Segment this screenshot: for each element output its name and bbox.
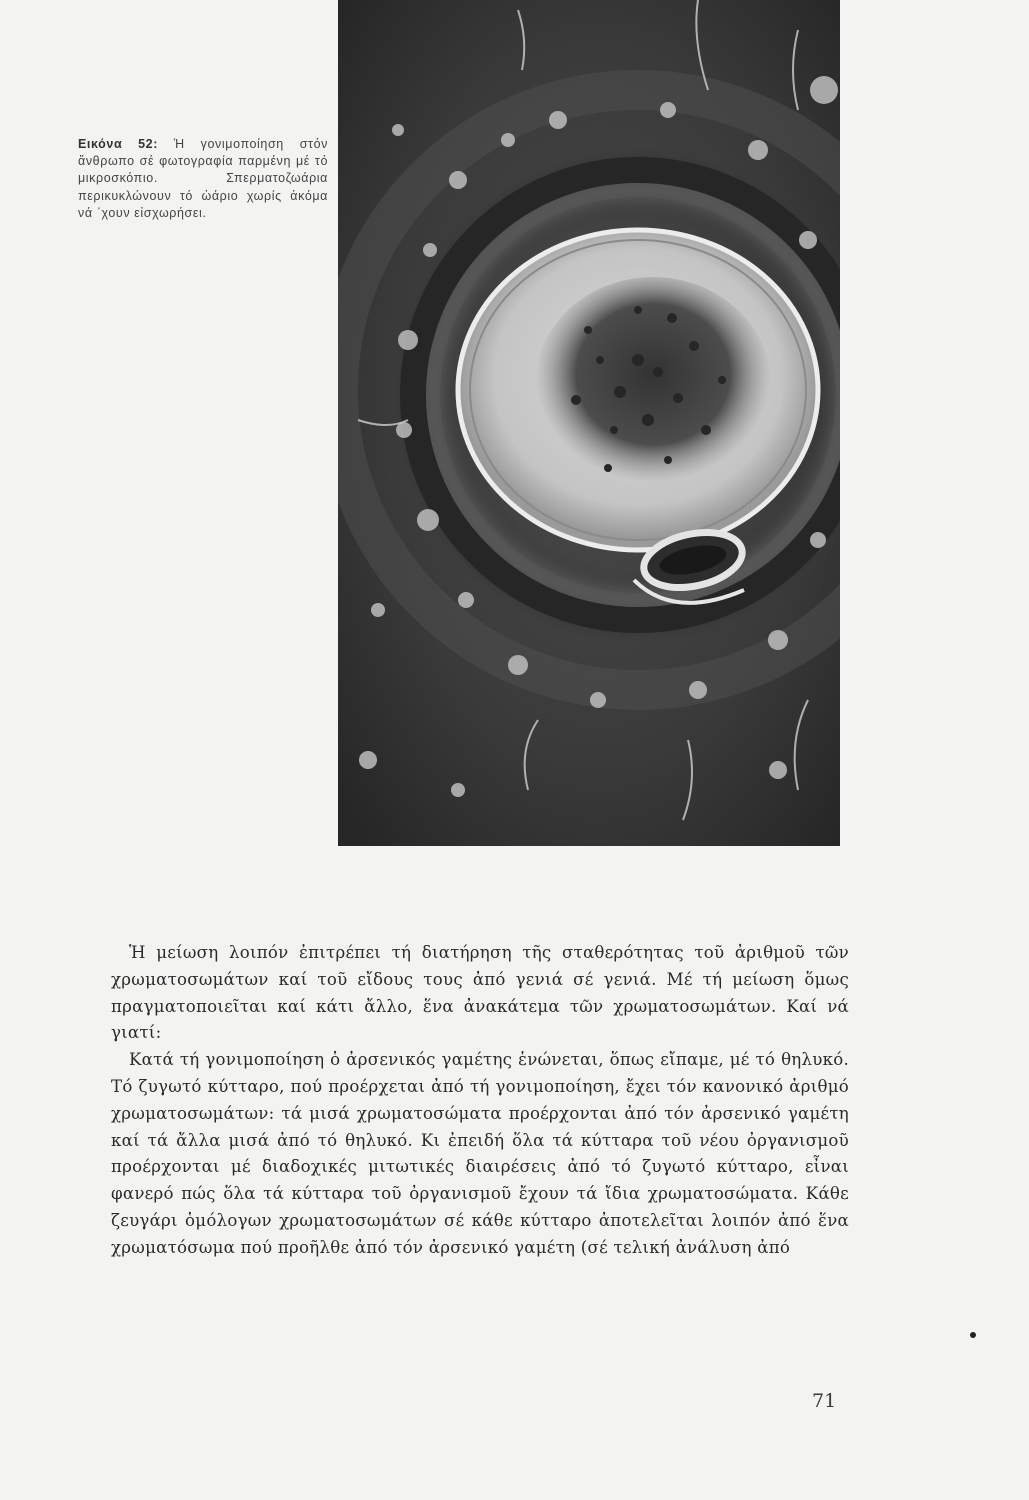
figure-caption xyxy=(78,136,328,222)
micrograph-illustration xyxy=(338,0,840,846)
page-number: 71 xyxy=(812,1390,837,1412)
paragraph: Κατά τή γονιμοποίηση ὁ ἀρσενικός γαμέτης ἑνώνεται, ὅπως εἴπαμε, μέ τό θηλυκό. Τό ζυγωτό κύτταρο, πού προέρχεται ἀπό τή γονιμοποίηση, ἔχει τόν κανονικό ἀριθμό χρωματοσωμάτων: τά μισά χρωματοσώματα προέρχονται ἀπό τόν ἀρσενικό γαμέτη καί τά ἄλλα μισά ἀπό τό θηλυκό. Κι ἐπειδή ὅλα τά κύτταρα τοῦ νέου ὀργανισμοῦ προέρχονται μέ διαδοχικές μιτωτικές διαιρέσεις ἀπό τό ζυγωτό κύτταρο, εἶναι φανερό πώς ὅλα τά κύτταρα τοῦ ὀργανισμοῦ ἔχουν τά ἴδια χρωματοσώματα. Κάθε ζευγάρι ὁμόλογων χρωματοσωμάτων σέ κάθε κύτταρο ἀποτελεῖται λοιπόν ἀπό ἕνα χρωματόσωμα πού προῆλθε ἀπό τόν ἀρσενικό γαμέτη (σέ τελική ἀνάλυση ἀπό xyxy=(111,1050,849,1257)
paragraph: Ἡ μείωση λοιπόν ἐπιτρέπει τή διατήρηση τῆς σταθερότητας τοῦ ἀριθμοῦ τῶν χρωματοσωμάτων καί τοῦ εἴδους τους ἀπό γενιά σέ γενιά. Μέ τή μείωση ὅμως πραγματοποιεῖται καί κάτι ἄλλο, ἕνα ἀνακάτεμα τῶν χρωματοσωμάτων. Καί νά γιατί: xyxy=(111,943,849,1043)
body-text xyxy=(111,940,849,1262)
figure-caption-label: Εικόνα 52: xyxy=(78,137,158,151)
micrograph-photo xyxy=(338,0,840,846)
margin-dot xyxy=(970,1332,976,1338)
figure-caption-text: Ἡ γονιμοποίηση στόν ἄνθρωπο σέ φωτογραφία παρμένη μέ τό μικροσκόπιο. Σπερματοζωάρια περικυκλώνουν τό ὠάριο χωρίς ἀκόμα νά ᾽χουν εἰσχωρήσει. xyxy=(78,137,328,220)
